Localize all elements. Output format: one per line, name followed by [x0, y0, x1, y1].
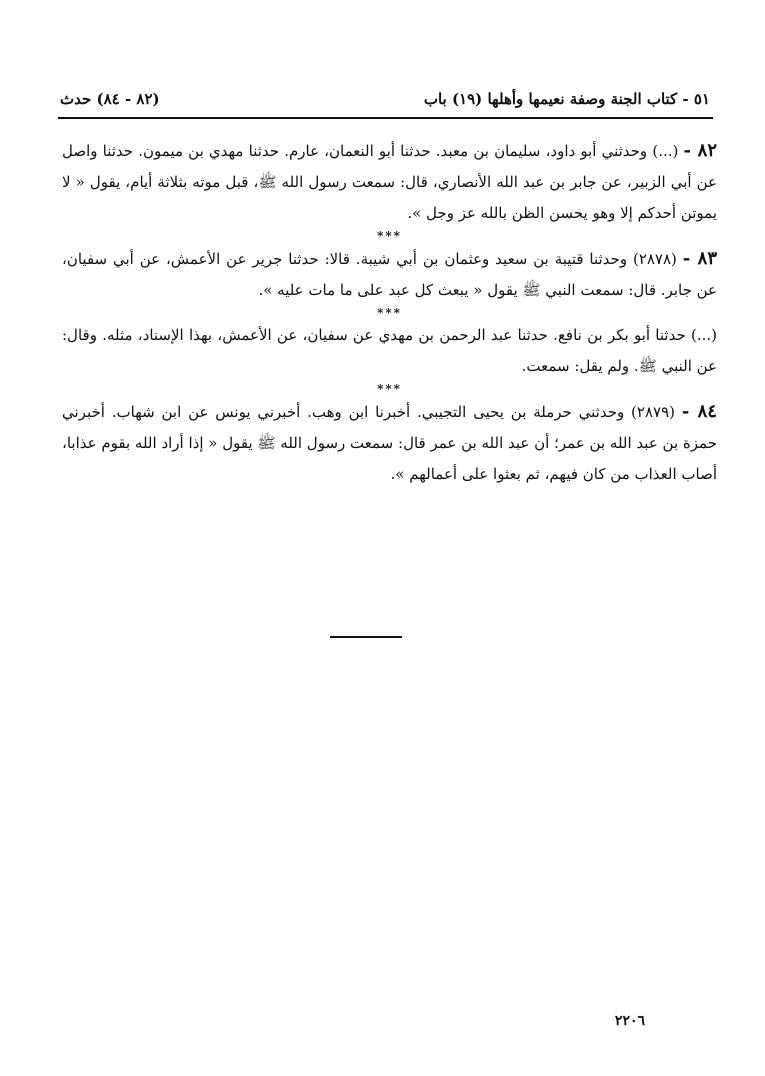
chapter-title: ٥١ - كتاب الجنة وصفة نعيمها وأهلها (١٩) باب — [423, 90, 710, 108]
hadith-number: ٨٢ - — [683, 140, 717, 161]
end-rule — [330, 636, 402, 638]
separator: *** — [377, 229, 402, 243]
hadith-83 — [62, 243, 717, 306]
hadith-text: (٢٨٧٩) وحدثني حرملة بن يحيى التجيبي. أخبرنا ابن وهب. أخبرني يونس عن ابن شهاب. أخبرني حمزة بن عبد الله بن عمر؛ أن عبد الله بن عمر قال: سمعت رسول الله ﷺ يقول « إذا أراد الله بقوم عذابا، أصاب العذاب من كان فيهم، ثم بعثوا على أعمالهم ». — [62, 403, 717, 483]
hadith-82 — [62, 135, 717, 229]
hadith-84 — [62, 396, 717, 490]
hadith-text: (٢٨٧٨) وحدثنا قتيبة بن سعيد وعثمان بن أبي شيبة. قالا: حدثنا جرير عن الأعمش، عن أبي سفيان، عن جابر. قال: سمعت النبي ﷺ يقول « يبعث كل عبد على ما مات عليه ». — [62, 250, 717, 299]
hadith-text: (...) حدثنا أبو بكر بن نافع. حدثنا عبد الرحمن بن مهدي عن سفيان، عن الأعمش، بهذا الإسناد، مثله. وقال: عن النبي ﷺ. ولم يقل: سمعت. — [62, 326, 717, 375]
hadith-83-variant — [62, 320, 717, 382]
separator: *** — [377, 382, 402, 396]
hadith-number: ٨٤ - — [681, 401, 717, 422]
hadith-text: (...) وحدثني أبو داود، سليمان بن معبد. حدثنا أبو النعمان، عارم. حدثنا مهدي بن ميمون. حدثنا واصل عن أبي الزبير، عن جابر بن عبد الله الأنصاري، قال: سمعت رسول الله ﷺ، قبل موته بثلاثة أيام، يقول « لا يموتن أحدكم إلا وهو يحسن الظن بالله عز وجل ». — [62, 142, 717, 222]
hadith-range: (٨٢ - ٨٤) حدث — [60, 90, 160, 108]
hadith-number: ٨٣ - — [682, 248, 717, 269]
header-rule — [58, 117, 713, 119]
page-body — [62, 135, 717, 490]
page-number: ٢٢٠٦ — [614, 1013, 645, 1029]
running-header — [60, 84, 710, 114]
separator: *** — [377, 306, 402, 320]
